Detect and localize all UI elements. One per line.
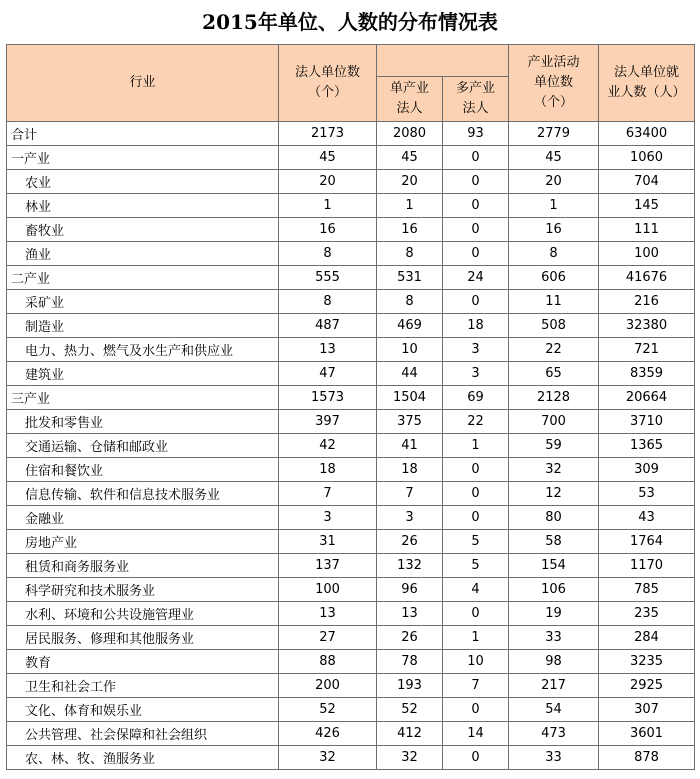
header-activity-units-line2: 单位数 bbox=[533, 75, 573, 90]
employees-cell: 2925 bbox=[599, 674, 695, 698]
legal-units-cell: 426 bbox=[279, 722, 377, 746]
legal-units-cell: 47 bbox=[279, 362, 377, 386]
multi-cell: 0 bbox=[443, 242, 509, 266]
activity-units-cell: 2779 bbox=[509, 122, 599, 146]
header-legal-units-line2: （个） bbox=[307, 85, 347, 100]
industry-cell: 制造业 bbox=[7, 314, 279, 338]
header-employees-line1: 法人单位就 bbox=[613, 65, 679, 80]
header-multi-line2: 法人 bbox=[462, 101, 489, 116]
table-row bbox=[7, 194, 695, 218]
employees-cell: 721 bbox=[599, 338, 695, 362]
activity-units-cell: 33 bbox=[509, 626, 599, 650]
distribution-table bbox=[6, 44, 695, 770]
multi-cell: 0 bbox=[443, 506, 509, 530]
industry-cell: 渔业 bbox=[7, 242, 279, 266]
table-row bbox=[7, 626, 695, 650]
employees-cell: 1060 bbox=[599, 146, 695, 170]
legal-units-cell: 8 bbox=[279, 290, 377, 314]
industry-cell: 农、林、牧、渔服务业 bbox=[7, 746, 279, 770]
single-cell: 8 bbox=[377, 290, 443, 314]
table-row bbox=[7, 266, 695, 290]
legal-units-cell: 32 bbox=[279, 746, 377, 770]
single-cell: 531 bbox=[377, 266, 443, 290]
multi-cell: 18 bbox=[443, 314, 509, 338]
industry-cell: 一产业 bbox=[7, 146, 279, 170]
industry-cell: 二产业 bbox=[7, 266, 279, 290]
multi-cell: 10 bbox=[443, 650, 509, 674]
industry-cell: 电力、热力、燃气及水生产和供应业 bbox=[7, 338, 279, 362]
single-cell: 10 bbox=[377, 338, 443, 362]
employees-cell: 235 bbox=[599, 602, 695, 626]
header-legal-units-split bbox=[377, 45, 509, 77]
employees-cell: 1170 bbox=[599, 554, 695, 578]
page-title: 2015年单位、人数的分布情况表 bbox=[202, 10, 498, 34]
multi-cell: 5 bbox=[443, 554, 509, 578]
employees-cell: 1764 bbox=[599, 530, 695, 554]
table-row bbox=[7, 746, 695, 770]
single-cell: 7 bbox=[377, 482, 443, 506]
header-employees-line2: 业人数（人） bbox=[607, 85, 686, 100]
header-multi-line1: 多产业 bbox=[455, 81, 495, 96]
multi-cell: 93 bbox=[443, 122, 509, 146]
employees-cell: 3710 bbox=[599, 410, 695, 434]
multi-cell: 22 bbox=[443, 410, 509, 434]
table-row bbox=[7, 362, 695, 386]
legal-units-cell: 27 bbox=[279, 626, 377, 650]
industry-cell: 畜牧业 bbox=[7, 218, 279, 242]
table-row bbox=[7, 578, 695, 602]
industry-cell: 房地产业 bbox=[7, 530, 279, 554]
legal-units-cell: 13 bbox=[279, 338, 377, 362]
activity-units-cell: 16 bbox=[509, 218, 599, 242]
activity-units-cell: 106 bbox=[509, 578, 599, 602]
employees-cell: 216 bbox=[599, 290, 695, 314]
industry-cell: 采矿业 bbox=[7, 290, 279, 314]
industry-cell: 教育 bbox=[7, 650, 279, 674]
activity-units-cell: 11 bbox=[509, 290, 599, 314]
activity-units-cell: 22 bbox=[509, 338, 599, 362]
legal-units-cell: 397 bbox=[279, 410, 377, 434]
table-row bbox=[7, 122, 695, 146]
employees-cell: 145 bbox=[599, 194, 695, 218]
activity-units-cell: 59 bbox=[509, 434, 599, 458]
multi-cell: 1 bbox=[443, 626, 509, 650]
legal-units-cell: 88 bbox=[279, 650, 377, 674]
multi-cell: 0 bbox=[443, 602, 509, 626]
multi-cell: 0 bbox=[443, 458, 509, 482]
employees-cell: 20664 bbox=[599, 386, 695, 410]
industry-cell: 卫生和社会工作 bbox=[7, 674, 279, 698]
activity-units-cell: 20 bbox=[509, 170, 599, 194]
activity-units-cell: 65 bbox=[509, 362, 599, 386]
industry-cell: 科学研究和技术服务业 bbox=[7, 578, 279, 602]
employees-cell: 309 bbox=[599, 458, 695, 482]
employees-cell: 785 bbox=[599, 578, 695, 602]
legal-units-cell: 3 bbox=[279, 506, 377, 530]
single-cell: 13 bbox=[377, 602, 443, 626]
header-legal-units bbox=[279, 45, 377, 122]
industry-cell: 居民服务、修理和其他服务业 bbox=[7, 626, 279, 650]
employees-cell: 8359 bbox=[599, 362, 695, 386]
activity-units-cell: 80 bbox=[509, 506, 599, 530]
table-row bbox=[7, 506, 695, 530]
employees-cell: 32380 bbox=[599, 314, 695, 338]
activity-units-cell: 2128 bbox=[509, 386, 599, 410]
activity-units-cell: 606 bbox=[509, 266, 599, 290]
legal-units-cell: 1573 bbox=[279, 386, 377, 410]
single-cell: 3 bbox=[377, 506, 443, 530]
table-row bbox=[7, 650, 695, 674]
single-cell: 78 bbox=[377, 650, 443, 674]
multi-cell: 7 bbox=[443, 674, 509, 698]
single-cell: 18 bbox=[377, 458, 443, 482]
multi-cell: 0 bbox=[443, 290, 509, 314]
activity-units-cell: 58 bbox=[509, 530, 599, 554]
single-cell: 469 bbox=[377, 314, 443, 338]
single-cell: 132 bbox=[377, 554, 443, 578]
table-row bbox=[7, 338, 695, 362]
table-row bbox=[7, 722, 695, 746]
single-cell: 26 bbox=[377, 626, 443, 650]
employees-cell: 878 bbox=[599, 746, 695, 770]
single-cell: 16 bbox=[377, 218, 443, 242]
employees-cell: 100 bbox=[599, 242, 695, 266]
single-cell: 1504 bbox=[377, 386, 443, 410]
multi-cell: 0 bbox=[443, 218, 509, 242]
legal-units-cell: 13 bbox=[279, 602, 377, 626]
table-row bbox=[7, 146, 695, 170]
industry-cell: 公共管理、社会保障和社会组织 bbox=[7, 722, 279, 746]
table-row bbox=[7, 554, 695, 578]
single-cell: 41 bbox=[377, 434, 443, 458]
multi-cell: 14 bbox=[443, 722, 509, 746]
legal-units-cell: 20 bbox=[279, 170, 377, 194]
industry-cell: 建筑业 bbox=[7, 362, 279, 386]
single-cell: 375 bbox=[377, 410, 443, 434]
table-row bbox=[7, 242, 695, 266]
single-cell: 52 bbox=[377, 698, 443, 722]
single-cell: 8 bbox=[377, 242, 443, 266]
table-row bbox=[7, 434, 695, 458]
industry-cell: 林业 bbox=[7, 194, 279, 218]
employees-cell: 307 bbox=[599, 698, 695, 722]
employees-cell: 43 bbox=[599, 506, 695, 530]
header-employees bbox=[599, 45, 695, 122]
industry-cell: 文化、体育和娱乐业 bbox=[7, 698, 279, 722]
industry-cell: 金融业 bbox=[7, 506, 279, 530]
activity-units-cell: 33 bbox=[509, 746, 599, 770]
activity-units-cell: 19 bbox=[509, 602, 599, 626]
legal-units-cell: 8 bbox=[279, 242, 377, 266]
single-cell: 1 bbox=[377, 194, 443, 218]
activity-units-cell: 54 bbox=[509, 698, 599, 722]
industry-cell: 水利、环境和公共设施管理业 bbox=[7, 602, 279, 626]
employees-cell: 284 bbox=[599, 626, 695, 650]
multi-cell: 5 bbox=[443, 530, 509, 554]
employees-cell: 3235 bbox=[599, 650, 695, 674]
table-row bbox=[7, 698, 695, 722]
header-activity-units-line1: 产业活动 bbox=[527, 55, 580, 70]
employees-cell: 111 bbox=[599, 218, 695, 242]
header-single bbox=[377, 77, 443, 122]
multi-cell: 4 bbox=[443, 578, 509, 602]
single-cell: 45 bbox=[377, 146, 443, 170]
table-header bbox=[7, 45, 695, 122]
legal-units-cell: 137 bbox=[279, 554, 377, 578]
multi-cell: 69 bbox=[443, 386, 509, 410]
single-cell: 412 bbox=[377, 722, 443, 746]
header-activity-units-line3: （个） bbox=[533, 95, 573, 110]
activity-units-cell: 473 bbox=[509, 722, 599, 746]
legal-units-cell: 2173 bbox=[279, 122, 377, 146]
legal-units-cell: 31 bbox=[279, 530, 377, 554]
header-single-line1: 单产业 bbox=[389, 81, 429, 96]
legal-units-cell: 18 bbox=[279, 458, 377, 482]
table-row bbox=[7, 458, 695, 482]
legal-units-cell: 7 bbox=[279, 482, 377, 506]
single-cell: 193 bbox=[377, 674, 443, 698]
table-row bbox=[7, 290, 695, 314]
legal-units-cell: 555 bbox=[279, 266, 377, 290]
employees-cell: 704 bbox=[599, 170, 695, 194]
legal-units-cell: 42 bbox=[279, 434, 377, 458]
industry-cell: 信息传输、软件和信息技术服务业 bbox=[7, 482, 279, 506]
table-row bbox=[7, 482, 695, 506]
activity-units-cell: 1 bbox=[509, 194, 599, 218]
employees-cell: 41676 bbox=[599, 266, 695, 290]
activity-units-cell: 98 bbox=[509, 650, 599, 674]
header-industry: 行业 bbox=[7, 45, 279, 122]
legal-units-cell: 100 bbox=[279, 578, 377, 602]
activity-units-cell: 700 bbox=[509, 410, 599, 434]
employees-cell: 3601 bbox=[599, 722, 695, 746]
activity-units-cell: 32 bbox=[509, 458, 599, 482]
header-multi bbox=[443, 77, 509, 122]
table-row bbox=[7, 530, 695, 554]
multi-cell: 24 bbox=[443, 266, 509, 290]
employees-cell: 1365 bbox=[599, 434, 695, 458]
industry-cell: 住宿和餐饮业 bbox=[7, 458, 279, 482]
legal-units-cell: 487 bbox=[279, 314, 377, 338]
header-legal-units-line1: 法人单位数 bbox=[294, 65, 360, 80]
table-row bbox=[7, 386, 695, 410]
header-activity-units bbox=[509, 45, 599, 122]
single-cell: 2080 bbox=[377, 122, 443, 146]
legal-units-cell: 200 bbox=[279, 674, 377, 698]
single-cell: 32 bbox=[377, 746, 443, 770]
multi-cell: 0 bbox=[443, 698, 509, 722]
multi-cell: 0 bbox=[443, 194, 509, 218]
industry-cell: 批发和零售业 bbox=[7, 410, 279, 434]
activity-units-cell: 154 bbox=[509, 554, 599, 578]
legal-units-cell: 16 bbox=[279, 218, 377, 242]
multi-cell: 3 bbox=[443, 338, 509, 362]
employees-cell: 53 bbox=[599, 482, 695, 506]
activity-units-cell: 8 bbox=[509, 242, 599, 266]
legal-units-cell: 45 bbox=[279, 146, 377, 170]
industry-cell: 合计 bbox=[7, 122, 279, 146]
activity-units-cell: 217 bbox=[509, 674, 599, 698]
employees-cell: 63400 bbox=[599, 122, 695, 146]
table-row bbox=[7, 602, 695, 626]
table-row bbox=[7, 410, 695, 434]
multi-cell: 1 bbox=[443, 434, 509, 458]
single-cell: 44 bbox=[377, 362, 443, 386]
single-cell: 26 bbox=[377, 530, 443, 554]
table-row bbox=[7, 170, 695, 194]
multi-cell: 0 bbox=[443, 482, 509, 506]
industry-cell: 三产业 bbox=[7, 386, 279, 410]
industry-cell: 租赁和商务服务业 bbox=[7, 554, 279, 578]
multi-cell: 0 bbox=[443, 170, 509, 194]
table-row bbox=[7, 314, 695, 338]
table-row bbox=[7, 218, 695, 242]
legal-units-cell: 52 bbox=[279, 698, 377, 722]
legal-units-cell: 1 bbox=[279, 194, 377, 218]
activity-units-cell: 45 bbox=[509, 146, 599, 170]
single-cell: 20 bbox=[377, 170, 443, 194]
activity-units-cell: 508 bbox=[509, 314, 599, 338]
multi-cell: 0 bbox=[443, 746, 509, 770]
table-body bbox=[7, 122, 695, 770]
industry-cell: 农业 bbox=[7, 170, 279, 194]
multi-cell: 3 bbox=[443, 362, 509, 386]
header-single-line2: 法人 bbox=[396, 101, 423, 116]
industry-cell: 交通运输、仓储和邮政业 bbox=[7, 434, 279, 458]
table-row bbox=[7, 674, 695, 698]
activity-units-cell: 12 bbox=[509, 482, 599, 506]
multi-cell: 0 bbox=[443, 146, 509, 170]
single-cell: 96 bbox=[377, 578, 443, 602]
